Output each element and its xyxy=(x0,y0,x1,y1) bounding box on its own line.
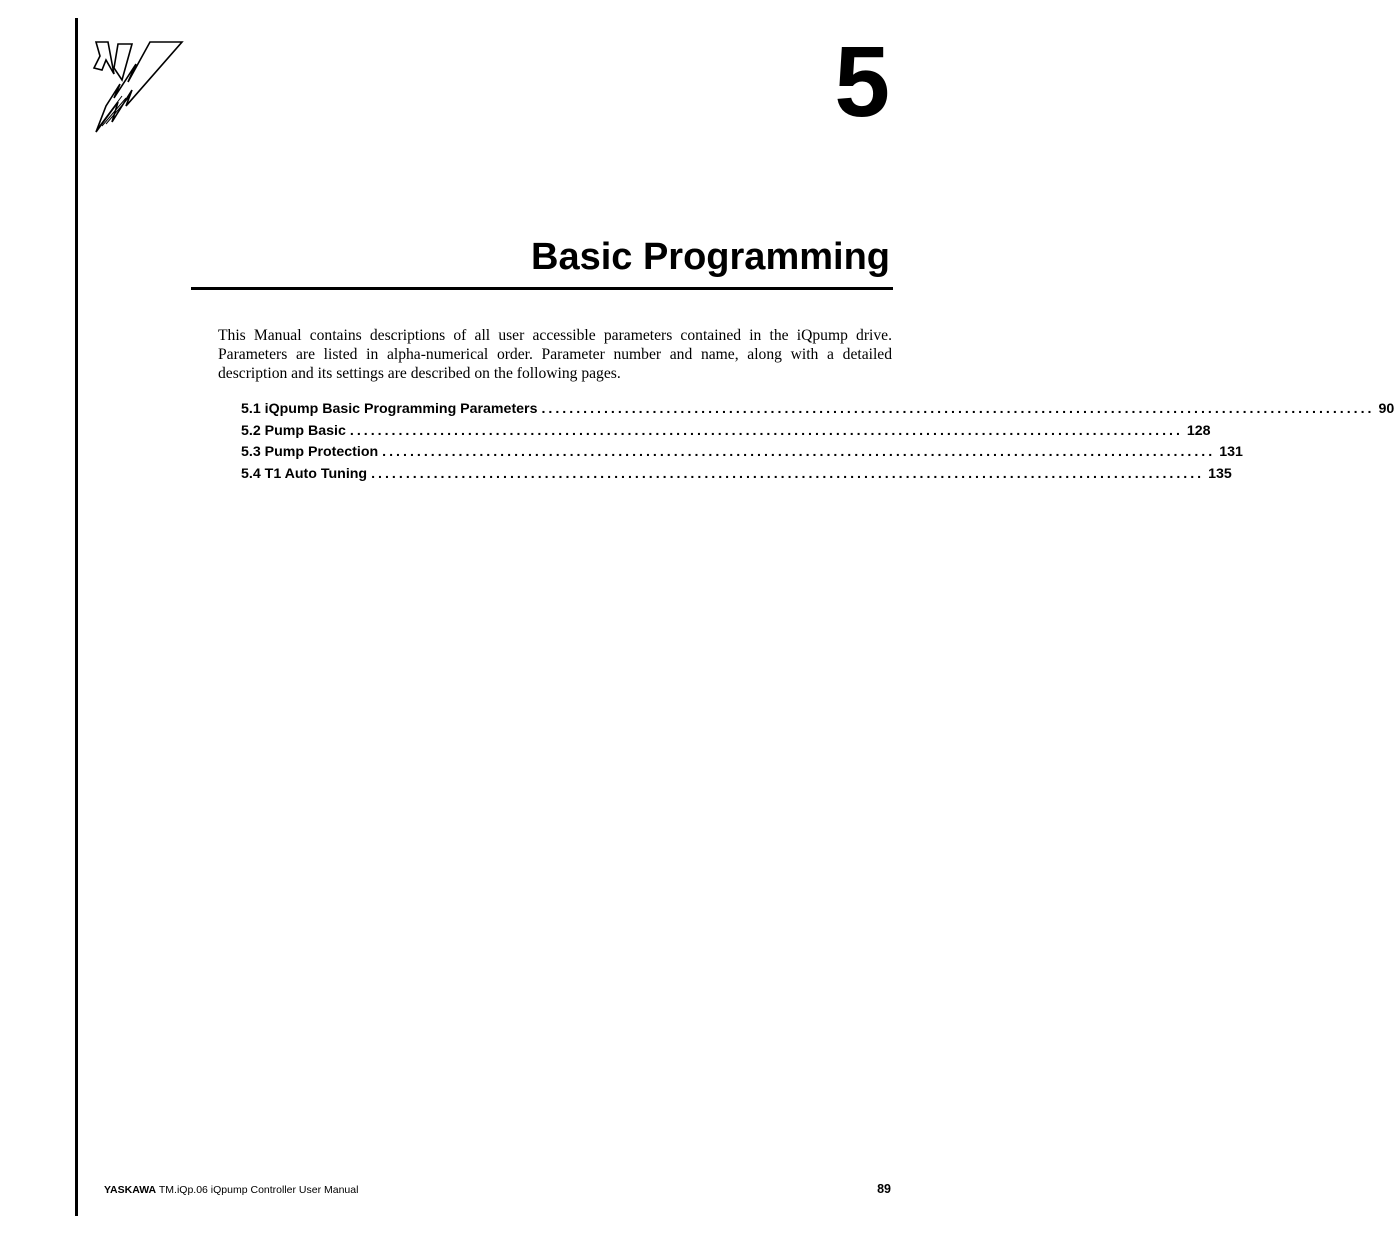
toc-entry[interactable] xyxy=(241,399,1394,421)
toc-entry-page: 90 xyxy=(1378,401,1394,417)
toc-entry[interactable] xyxy=(241,421,1211,443)
table-of-contents xyxy=(241,399,1394,485)
margin-rule xyxy=(75,18,78,1216)
toc-entry-label: 5.4 T1 Auto Tuning xyxy=(241,465,368,482)
toc-entry-page: 131 xyxy=(1219,444,1243,460)
chapter-number: 5 xyxy=(834,26,890,138)
toc-entry-page: 128 xyxy=(1186,422,1211,439)
footer-manual-title xyxy=(104,1183,358,1197)
chapter-title: Basic Programming xyxy=(531,236,890,278)
footer-manual-name: TM.iQp.06 iQpump Controller User Manual xyxy=(158,1184,359,1196)
toc-leader-dots: ........................................................................................................................ xyxy=(371,465,1205,482)
toc-entry-label: 5.2 Pump Basic xyxy=(241,422,346,439)
title-rule xyxy=(191,287,893,290)
toc-entry[interactable] xyxy=(241,464,1232,486)
toc-entry[interactable] xyxy=(241,442,1243,464)
toc-leader-dots: ........................................................................................................................ xyxy=(541,401,1375,417)
toc-entry-label: 5.1 iQpump Basic Programming Parameters xyxy=(241,401,538,417)
intro-paragraph: This Manual contains descriptions of all user accessible parameters contained in the iQpump drive. Parameters are listed in alpha-numerical order. Parameter number and name, along with a detailed description and its settings are described on the following pages. xyxy=(218,327,892,382)
footer-brand: YASKAWA xyxy=(104,1184,157,1196)
toc-entry-label: 5.3 Pump Protection xyxy=(241,444,379,460)
toc-entry-page: 135 xyxy=(1208,465,1232,482)
toc-leader-dots: ........................................................................................................................ xyxy=(382,444,1216,460)
toc-leader-dots: ........................................................................................................................ xyxy=(349,422,1183,439)
footer-page-number: 89 xyxy=(877,1182,891,1196)
yaskawa-logo-icon xyxy=(92,40,186,134)
